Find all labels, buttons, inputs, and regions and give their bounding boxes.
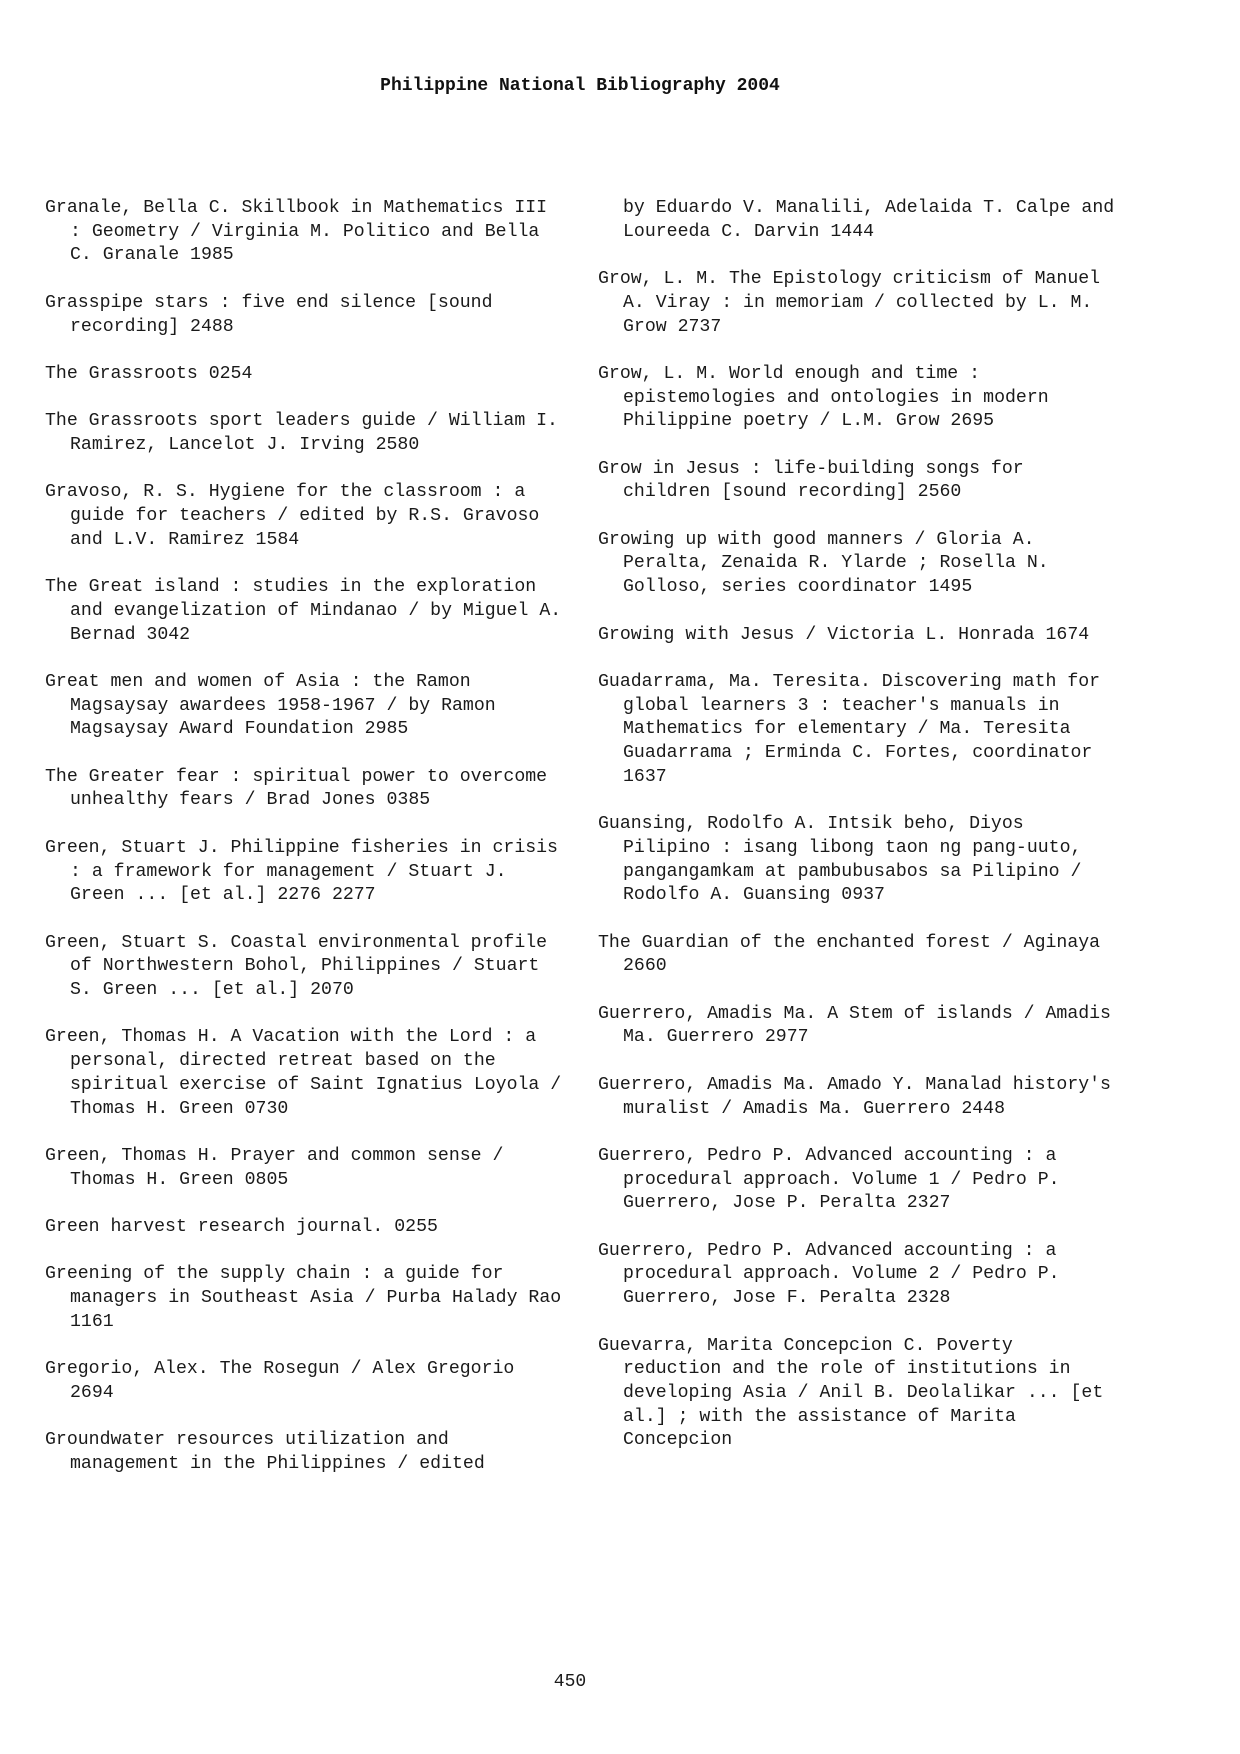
bibliography-entry: Guerrero, Amadis Ma. Amado Y. Manalad history's muralist / Amadis Ma. Guerrero 2448: [598, 1074, 1111, 1119]
bibliography-entry: Grasspipe stars : five end silence [sound recording] 2488: [45, 292, 493, 337]
bibliography-entry: Guevarra, Marita Concepcion C. Poverty reduction and the role of institutions in developing Asia / Anil B. Deolalikar ... [et al.] ; with the assistance of Marita Concepcion: [598, 1335, 1104, 1451]
bibliography-entry: Green harvest research journal. 0255: [45, 1217, 438, 1238]
bibliography-entry: The Greater fear : spiritual power to overcome unhealthy fears / Brad Jones 0385: [45, 766, 548, 811]
bibliography-entry: Green, Thomas H. Prayer and common sense / Thomas H. Green 0805: [45, 1145, 504, 1190]
bibliography-entry: Guerrero, Pedro P. Advanced accounting : a procedural approach. Volume 2 / Pedro P. Guerrero, Jose F. Peralta 2328: [598, 1240, 1060, 1309]
bibliography-entry: Green, Thomas H. A Vacation with the Lord : a personal, directed retreat based on the spiritual exercise of Saint Ignatius Loyola / Thomas H. Green 0730: [45, 1027, 562, 1119]
bibliography-entry: Grow in Jesus : life-building songs for children [sound recording] 2560: [598, 458, 1024, 503]
page-number: 450: [553, 1672, 587, 1692]
bibliography-entry: Green, Stuart S. Coastal environmental profile of Northwestern Bohol, Philippines / Stuart S. Green ... [et al.] 2070: [45, 932, 548, 1001]
bibliography-entry-continuation: by Eduardo V. Manalili, Adelaida T. Calpe and Loureeda C. Darvin 1444: [623, 198, 1115, 242]
bibliography-entry: Guadarrama, Ma. Teresita. Discovering math for global learners 3 : teacher's manuals in Mathematics for elementary / Ma. Teresita Guadarrama ; Erminda C. Fortes, coordinator 1637: [598, 671, 1101, 787]
bibliography-entry: Guerrero, Pedro P. Advanced accounting : a procedural approach. Volume 1 / Pedro P. Guerrero, Jose P. Peralta 2327: [598, 1145, 1060, 1214]
bibliography-entry: Great men and women of Asia : the Ramon Magsaysay awardees 1958-1967 / by Ramon Magsaysay Award Foundation 2985: [45, 671, 496, 740]
bibliography-entry: The Guardian of the enchanted forest / Aginaya 2660: [598, 932, 1101, 977]
bibliography-entry: Guansing, Rodolfo A. Intsik beho, Diyos Pilipino : isang libong taon ng pang-uuto, pangangamkam at pambubusabos sa Pilipino / Rodolfo A. Guansing 0937: [598, 814, 1082, 906]
bibliography-entry: Guerrero, Amadis Ma. A Stem of islands / Amadis Ma. Guerrero 2977: [598, 1003, 1111, 1048]
bibliography-entry: Grow, L. M. The Epistology criticism of Manuel A. Viray : in memoriam / collected by L. M. Grow 2737: [598, 269, 1101, 337]
bibliography-entry: Granale, Bella C. Skillbook in Mathematics III : Geometry / Virginia M. Politico and Bella C. Granale 1985: [45, 198, 548, 266]
bibliography-entry: Growing up with good manners / Gloria A. Peralta, Zenaida R. Ylarde ; Rosella N. Golloso, series coordinator 1495: [598, 529, 1049, 598]
left-column: [45, 197, 565, 1500]
bibliography-entry: Green, Stuart J. Philippine fisheries in crisis : a framework for management / Stuart J. Green ... [et al.] 2276 2277: [45, 837, 558, 906]
bibliography-entry: Grow, L. M. World enough and time : epistemologies and ontologies in modern Philippine poetry / L.M. Grow 2695: [598, 363, 1049, 432]
bibliography-entry: The Great island : studies in the exploration and evangelization of Mindanao / by Miguel A. Bernad 3042: [45, 577, 562, 645]
bibliography-entry: Greening of the supply chain : a guide for managers in Southeast Asia / Purba Halady Rao 1161: [45, 1264, 562, 1332]
bibliography-entry: Groundwater resources utilization and management in the Philippines / edited: [45, 1430, 485, 1475]
right-column: [598, 197, 1118, 1477]
bibliography-entry: The Grassroots sport leaders guide / William I. Ramirez, Lancelot J. Irving 2580: [45, 411, 558, 455]
page-title: Philippine National Bibliography 2004: [380, 76, 780, 96]
bibliography-entry: Growing with Jesus / Victoria L. Honrada 1674: [598, 624, 1090, 645]
bibliography-entry: Gregorio, Alex. The Rosegun / Alex Gregorio 2694: [45, 1359, 515, 1403]
bibliography-entry: Gravoso, R. S. Hygiene for the classroom : a guide for teachers / edited by R.S. Gravoso and L.V. Ramirez 1584: [45, 482, 540, 550]
bibliography-entry: The Grassroots 0254: [45, 363, 253, 384]
